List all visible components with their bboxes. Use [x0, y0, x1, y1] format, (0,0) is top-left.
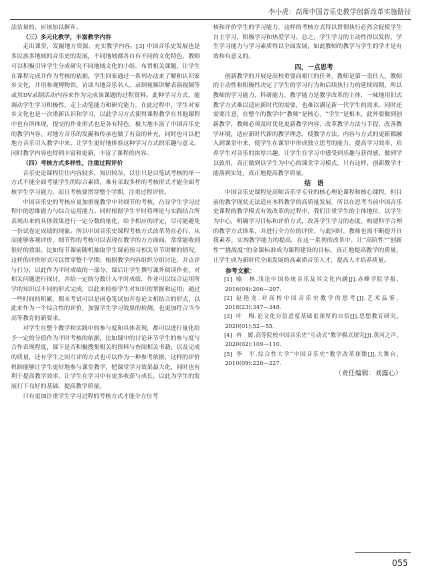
paragraph: 法估量的，应该加以摒弃。	[11, 25, 82, 31]
paragraph: 核和评价学生的学习能力，这样的考核方式得以贯彻执行必然会促使学生自主学习，积极学习和热爱学习。总之，学生学习的主动性得以发挥，学生学习能力与学习素质得以全面发展，如此教师的教学与学生的学才是有效和有意义的。	[213, 25, 402, 61]
paragraph: 走出课堂，发掘地方资源，充实教学内容。[3] 中国音乐史发展也是多民族多地域的音乐史的发展，不同地域都各自有不同的文化特色，教师可以积极引导学生分成研究不同地域文化的小组，布置相关课题，让学生在课程完成并作为考核的依据，学生回家通过一系列办法来了解和认识家乡文化，并用参观博物馆、访谈当地音乐名人、录制视频讲解表演视频等或用DV录制活动内容来作为完成该课题的过程资料。此种学习方式，能调动学生学习积极性，走上动笔能力和研究能力，在此过程中，学生对家乡文化也是一次重新认识和学习，以此学习方式使得课程教学在其他课程中也有所体现，提交的作业形式也是各有特色，极大地丰富了中国音乐史的教学内容，对地方音乐的发掘和传承也做了有益的补充，同时也可以把地方音乐引入教学中来，让学生更好地体验这种学习方式的乐趣与意义，同时教学内容也得到丰富和更新，丰富了课程的内容。	[11, 44, 200, 158]
reference-item	[213, 313, 402, 332]
reference-number: [3]	[224, 314, 233, 321]
reference-text: 冉 媛.高等院校中国音乐史“互动式”教学模式探究[J].黄河之声，2020(02):109—110.	[225, 333, 402, 349]
subsection-heading: （三）多元化教学，丰富教学内容	[22, 34, 112, 41]
left-column	[11, 24, 200, 552]
reference-number: [1]	[224, 277, 233, 284]
paragraph: 中国音乐史的考核应更加重视教学中对细节的考核，凸显学生学习过程中的思维能力与综合运用能力。同时根据学生平时将理论与实践结合所表现出来的具体效果进行一定分数的量化，给予相应的评定，尽可能避免一份试卷定成绩的现象。所以中国音乐史课程考核方式改革势在必行，从而能够客观评价，细节性的考核可以表现在教学的方方面面，常常能收到很好的效果。比如每节课前随机抽取学生课前预习相关章节讲解的情况，这样的评价形式可以贯穿整个学期；根据教学内容组织分组讨论，并点评与打分，以此作为平时成绩的一部分，课后让学生撰写课外阅读作业，对相关问题进行探讨，并给一定的分数计入平时成绩，作业可以综合运用所学的知识以不同的形式完成，以此来检验学生对知识的掌握和运用；通过一些时间的积累，期末考试可以是闭卷笔试加开卷论文相结合的形式，以此来作为一个综合性的评价，加强学生学习效果的检测，也更加符合当今高等教育的新要求。	[11, 199, 200, 323]
reference-text: 李 平.综合性大学“中国音乐史”教学改革探微[J].大舞台，2010(09):226—227.	[225, 351, 402, 367]
paragraph: 中国音乐史课程是高师音乐学专业的核心理论课程和核心课程，但目前的教学现状无法适应本科教学的高质量发展，所以在思考当前中国音乐史课程的教学模式有效改革的过程中，我们注重学生的主体地位，以学生为中心，明确学习目标和评价方式，改善学生学习的态度，构建科学合理的教学方式体系，并进行全方位的评价。与此同时，教师也需不断提升自我素养，实现教学能力的提高，在这一系列的改革中，让“高阶性”“创新性”“挑战度”的金课标准成为课程建设的目标，真正地提高教学的质量，让学生成为新时代全面发展的高素质音乐人才，提高人才培养质量。	[213, 189, 402, 264]
right-column	[213, 24, 402, 552]
page-number: 055	[392, 558, 408, 568]
reference-text: 叶 梅.论文化自信意度基础更深厚的自信[J].思想教育研究，2020(01):52—55.	[225, 314, 402, 330]
reference-number: [4]	[224, 333, 233, 340]
section-heading: 结 语	[304, 179, 324, 188]
reference-text: 赵艳龙.对高校中国音乐史教学的思考[J].艺术品鉴，2018(23):347—348.	[225, 295, 402, 312]
reference-list	[213, 276, 402, 369]
paragraph: 对学生在整个教学和实践中的参与度和具体表现，都可以进行量化给予一定的分值作为平时考核的依据，比如课中的讨论环节学生的参与度与合作表现程度，课下是否积极搜集相关的资料与查阅相关书籍，以及完成的质量，还有学生之间互评的方式也可以作为一种参考依据，这样的评价机制能够让学生更好地参与课堂教学，把课堂学习效果最大化，同时也有利于提高教学效率，让学生在学习中有更多收获与成长，以此为学生的发展打下良好的基础，提高教学质量。	[11, 325, 200, 391]
paragraph: 只有更加注重学生学习过程的考核方式才能全方位考	[22, 393, 159, 400]
paragraph: 音乐史论课程往往内容较多，知识较杂，以往只是以笔试考核的单一方式不能全面考量学生的综合素质，难有采取多样的考核形式才能全面考核学生学习能力，而且考核要贯穿整个学期，注重过程评价。	[11, 170, 200, 196]
reference-number: [2]	[224, 295, 233, 302]
paragraph: 创新教学的开展是高校重要而艰巨的任务，教师是第一责任人，教师的主动性和积极性决定了学生的学习行为和后续执行力的延续周期，所以教师的学习能力、科研能力、教学能力是教学改革的主体，一味地用旧式教学方式难以适应新时代的需要，也难以满足新一代学生的需求。同时还需要注意，在整个的教学中“教师”是核心，“学生”是根本，此外要做到创新教学，教师必须及时优化更新教学内容，改革教学方法与手段，改善教学环境，适应新时代新的教学理念，使教学方法、内容与方式的更新都融入到课堂中来，使学生在课堂中形成独立思考的能力，提高学习效率，培养学生对音乐的浓厚兴趣，让学生在学习中感受到乐趣与获得感，做到学以致用，真正做到以学生为中心的课堂学习模式，只有这样，创新教学才能落到实处，真正地提高教学质量。	[213, 73, 402, 177]
reference-item	[213, 295, 402, 314]
section-heading: 四、一点思考	[294, 62, 334, 71]
reference-item	[213, 276, 402, 295]
reference-number: [5]	[224, 351, 233, 358]
reference-item	[213, 351, 402, 370]
reference-text: 喻 林.浅论中国传统音乐及其文化内涵[J].赤峰学院学报，2016(04):206—207.	[225, 277, 402, 293]
page-number-divider	[355, 552, 411, 553]
header-divider	[10, 19, 411, 20]
running-header: 李小虎：高师中国音乐史教学创新改革实施路径	[268, 8, 411, 16]
references-heading: 参考文献：	[225, 267, 256, 275]
subsection-heading: （四）考核方式多样性，注重过程评价	[22, 160, 123, 167]
editor-note: （责任编辑：刘露心）	[335, 369, 402, 378]
reference-item	[213, 332, 402, 351]
